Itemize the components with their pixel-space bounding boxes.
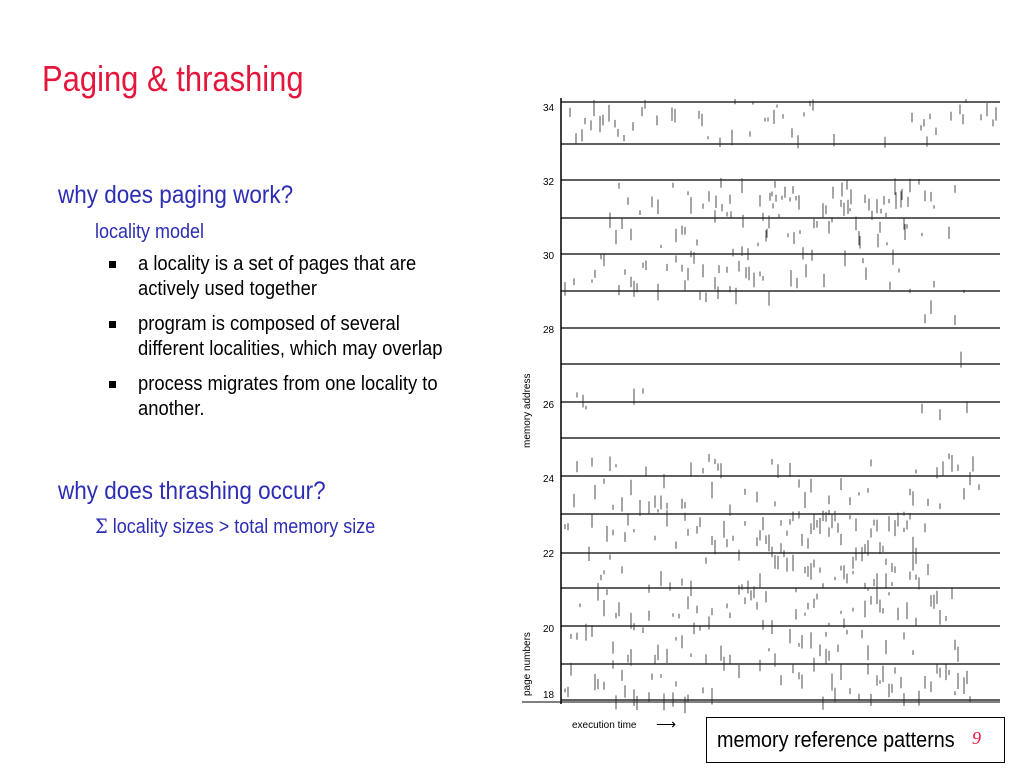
- bullet-square-icon: [109, 261, 116, 268]
- sigma-symbol: Σ: [95, 514, 108, 538]
- reference-marks: [565, 99, 996, 713]
- subheading-locality-sizes: [95, 512, 458, 541]
- bullet-list: [58, 252, 498, 422]
- y-tick-label: 28: [543, 325, 555, 336]
- bullet-item: [58, 372, 478, 422]
- section-heading-paging: why does paging work?: [58, 181, 294, 209]
- memory-reference-figure: [510, 88, 1010, 738]
- page-reference-ticks: [565, 99, 996, 713]
- y-tick-label: 24: [543, 474, 555, 485]
- x-axis-label: execution time: [572, 720, 637, 731]
- figure-caption: [706, 717, 1005, 763]
- bullet-text: program is composed of several different localities, which may overlap: [138, 313, 443, 360]
- bullet-item: [58, 312, 478, 362]
- bullet-text: a locality is a set of pages that are actively used together: [138, 253, 417, 300]
- slide-number: 9: [972, 728, 981, 748]
- y-tick-label: 30: [543, 251, 555, 262]
- bullet-square-icon: [109, 381, 116, 388]
- y-ticks: [543, 103, 555, 701]
- bullet-square-icon: [109, 321, 116, 328]
- section-heading-thrashing: why does thrashing occur?: [58, 477, 326, 505]
- bullet-item: [58, 252, 478, 302]
- y-axis-label-top: memory address: [522, 373, 533, 448]
- figure-caption-text: memory reference patterns: [717, 727, 955, 752]
- y-tick-label: 26: [543, 400, 555, 411]
- y-tick-label: 18: [543, 690, 555, 701]
- y-tick-label: 34: [543, 103, 555, 114]
- bullet-text: process migrates from one locality to another.: [138, 373, 438, 420]
- x-axis-arrow-icon: ⟶: [656, 716, 677, 732]
- subheading-locality-sizes-text: locality sizes > total memory size: [112, 516, 376, 538]
- slide-title: Paging & thrashing: [42, 58, 304, 99]
- band-lines: [561, 102, 1000, 700]
- y-tick-label: 32: [543, 177, 555, 188]
- y-tick-label: 22: [543, 549, 555, 560]
- y-axis-label-bottom: page numbers: [522, 632, 533, 696]
- y-tick-label: 20: [543, 624, 555, 635]
- text-content: [58, 180, 498, 541]
- subheading-locality-model: locality model: [95, 221, 205, 243]
